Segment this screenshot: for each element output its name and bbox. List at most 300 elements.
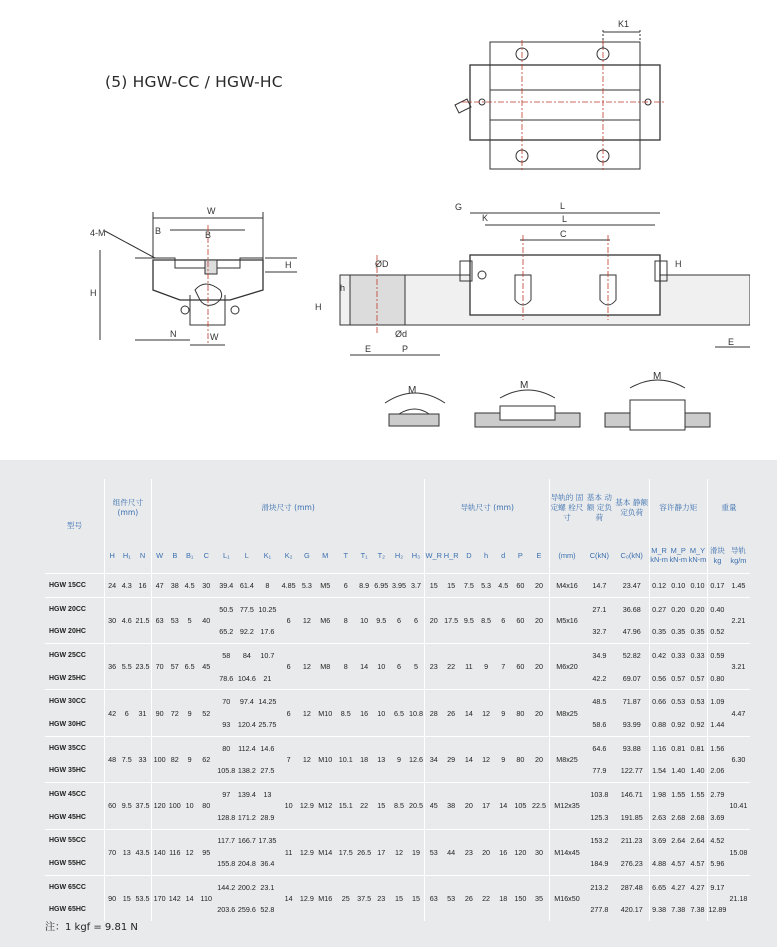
cell-H: 48 bbox=[104, 736, 119, 782]
subhead-cell: H_R bbox=[443, 550, 459, 560]
cell-E: 20 bbox=[529, 690, 550, 736]
subhead-cell: T bbox=[343, 550, 349, 560]
cell-B1: 5 bbox=[182, 597, 197, 643]
cell-D: 20 bbox=[460, 783, 477, 829]
cell-T: 10.1 bbox=[336, 736, 357, 782]
cell-C0: 146.71 bbox=[615, 783, 649, 806]
cell-MP: 0.53 bbox=[669, 690, 688, 713]
cell-K1: 17.6 bbox=[260, 627, 275, 637]
cell-C0: 287.48 bbox=[615, 875, 649, 898]
cell-kg: 0.40 bbox=[707, 597, 726, 620]
cell-C0: 420.17 bbox=[620, 905, 643, 915]
model-name: HGW 65CC bbox=[45, 875, 104, 898]
cell-h: 12 bbox=[477, 690, 494, 736]
cell-L: 166.7 bbox=[237, 829, 256, 852]
cell-MY: 0.20 bbox=[688, 597, 707, 620]
subhead-cell: L₁ bbox=[222, 550, 230, 560]
subhead-cell: T₁ bbox=[360, 550, 368, 560]
cell-T1: 26.5 bbox=[356, 829, 372, 875]
phid-label: Ød bbox=[395, 329, 408, 339]
cell-H: 36 bbox=[104, 644, 119, 690]
cell-MP: 2.64 bbox=[669, 829, 688, 852]
cell-T: 8 bbox=[336, 644, 357, 690]
cell-MY: 0.10 bbox=[688, 574, 707, 598]
col-bolt: 导轨的 固定螺 栓尺寸 bbox=[550, 479, 584, 537]
cell-T: 6 bbox=[336, 574, 357, 598]
table-row bbox=[45, 597, 750, 620]
cell-C: 34.9 bbox=[584, 644, 615, 667]
cell-MY: 1.40 bbox=[690, 766, 705, 776]
cell-T: 8.5 bbox=[336, 690, 357, 736]
cell-H1: 5.5 bbox=[119, 644, 134, 690]
model-name: HGW 35CC bbox=[45, 736, 104, 759]
cell-MR: 0.66 bbox=[649, 690, 668, 713]
cell-rail_kg: 6.30 bbox=[727, 736, 750, 782]
col-moment: 容许静力矩 bbox=[649, 479, 707, 537]
cell-L: 77.5 bbox=[237, 597, 256, 620]
cell-D: 7.5 bbox=[460, 574, 477, 598]
cell-C0: 23.47 bbox=[615, 574, 649, 598]
cell-H: 24 bbox=[104, 574, 119, 598]
cell-MY: 0.33 bbox=[688, 644, 707, 667]
k2-label: K bbox=[482, 213, 489, 223]
table-row bbox=[45, 644, 750, 667]
cell-H1: 9.5 bbox=[119, 783, 134, 829]
cell-L1: 97 bbox=[215, 783, 237, 806]
cell-WR: 45 bbox=[425, 783, 442, 829]
cell-rail_kg: 2.21 bbox=[727, 597, 750, 643]
cell-K2: 14 bbox=[278, 875, 299, 921]
cell-T2: 15 bbox=[372, 783, 390, 829]
cell-B: 72 bbox=[167, 690, 182, 736]
cell-N: 16 bbox=[134, 574, 151, 598]
cell-H3: 10.8 bbox=[408, 690, 425, 736]
cell-C: 32.7 bbox=[592, 627, 607, 637]
cell-MP: 4.27 bbox=[669, 875, 688, 898]
cell-WR: 34 bbox=[425, 736, 442, 782]
cell-MR: 2.63 bbox=[649, 806, 668, 829]
cell-MP: 0.92 bbox=[671, 719, 686, 729]
cell-H: 70 bbox=[104, 829, 119, 875]
cell-MR: 6.65 bbox=[649, 875, 668, 898]
cell-kg: 9.17 bbox=[707, 875, 726, 898]
cell-N: 31 bbox=[134, 690, 151, 736]
cell-T1: 10 bbox=[356, 597, 372, 643]
cell-H3: 12.6 bbox=[408, 736, 425, 782]
cell-d: 18 bbox=[495, 875, 512, 921]
cell-L1: 39.4 bbox=[215, 574, 237, 598]
cell-C0: 211.23 bbox=[615, 829, 649, 852]
cell-bolt: M8x25 bbox=[550, 690, 584, 736]
cell-bolt: M16x50 bbox=[550, 875, 584, 921]
cell-H1: 15 bbox=[119, 875, 134, 921]
cell-HR: 22 bbox=[442, 644, 460, 690]
cell-L: 112.4 bbox=[237, 736, 256, 759]
subhead-cell bbox=[707, 537, 726, 574]
cell-HR: 17.5 bbox=[442, 597, 460, 643]
l-label: L bbox=[560, 201, 566, 211]
cell-E: 20 bbox=[529, 736, 550, 782]
w-label: W bbox=[207, 206, 216, 216]
cell-MR: 3.69 bbox=[649, 829, 668, 852]
subhead-cell: K₁ bbox=[263, 550, 272, 560]
moment-symbol: M_P bbox=[670, 546, 686, 555]
cell-C: 80 bbox=[197, 783, 215, 829]
front-view-drawing bbox=[85, 200, 310, 350]
cell-MP: 1.40 bbox=[671, 766, 686, 776]
cell-C: 95 bbox=[197, 829, 215, 875]
cell-kg: 2.79 bbox=[707, 783, 726, 806]
cell-h: 20 bbox=[477, 829, 494, 875]
cell-MY: 2.64 bbox=[688, 829, 707, 852]
table-row bbox=[45, 690, 750, 713]
subhead-cell: K₂ bbox=[284, 550, 293, 560]
cell-D: 9.5 bbox=[460, 597, 477, 643]
top-view-drawing bbox=[440, 10, 670, 180]
moment-unit: kN-m bbox=[650, 555, 668, 564]
cell-H1: 6 bbox=[119, 690, 134, 736]
col-model: 型号 bbox=[66, 521, 83, 530]
cell-MR: 1.54 bbox=[649, 760, 668, 783]
cell-d: 6 bbox=[495, 597, 512, 643]
subhead-cell bbox=[727, 537, 750, 574]
cell-K1: 52.8 bbox=[260, 905, 275, 915]
cell-C: 52 bbox=[197, 690, 215, 736]
cell-L1: 93 bbox=[222, 719, 231, 729]
cell-C0: 93.99 bbox=[622, 719, 641, 729]
cell-L: 204.8 bbox=[237, 859, 256, 869]
cell-W: 70 bbox=[151, 644, 167, 690]
cell-K2: 11 bbox=[278, 829, 299, 875]
cell-N: 53.5 bbox=[134, 875, 151, 921]
model-name: HGW 30CC bbox=[45, 690, 104, 713]
cell-L1: 50.5 bbox=[215, 597, 237, 620]
cell-N: 21.5 bbox=[134, 597, 151, 643]
cell-G: 12 bbox=[299, 597, 315, 643]
h-label: H bbox=[90, 288, 97, 298]
cell-H2: 8.5 bbox=[390, 783, 407, 829]
weight-part: 滑块 bbox=[710, 546, 725, 555]
subhead-cell: E bbox=[536, 550, 542, 560]
cell-C0: 191.85 bbox=[620, 812, 643, 822]
cell-H2: 3.95 bbox=[390, 574, 407, 598]
cell-MP: 2.68 bbox=[671, 812, 686, 822]
m-label: 4-M bbox=[90, 228, 106, 238]
cell-rail_kg: 1.45 bbox=[727, 574, 750, 598]
cell-rail_kg: 3.21 bbox=[727, 644, 750, 690]
mr-label: M bbox=[408, 385, 417, 396]
cell-N: 43.5 bbox=[134, 829, 151, 875]
cell-d: 7 bbox=[495, 644, 512, 690]
table-row bbox=[45, 783, 750, 806]
cell-L1: 58 bbox=[215, 644, 237, 667]
e1-label: E bbox=[365, 344, 372, 354]
cell-MY: 0.35 bbox=[690, 627, 705, 637]
cell-C0: 69.07 bbox=[622, 673, 641, 683]
cell-MY: 4.57 bbox=[690, 859, 705, 869]
cell-P: 150 bbox=[512, 875, 529, 921]
cell-T1: 22 bbox=[356, 783, 372, 829]
cell-G: 12.9 bbox=[299, 783, 315, 829]
cell-kg: 12.89 bbox=[707, 899, 726, 922]
col-weight: 重量 bbox=[707, 479, 750, 537]
cell-D: 26 bbox=[460, 875, 477, 921]
cell-T1: 16 bbox=[356, 690, 372, 736]
subhead-cell: L bbox=[244, 550, 249, 560]
cell-T: 8 bbox=[336, 597, 357, 643]
cell-MY: 4.27 bbox=[688, 875, 707, 898]
cell-MP: 1.55 bbox=[669, 783, 688, 806]
l1-label: L bbox=[562, 214, 568, 224]
cell-WR: 23 bbox=[425, 644, 442, 690]
cell-W: 170 bbox=[151, 875, 167, 921]
col-block: 滑块尺寸 (mm) bbox=[151, 479, 425, 537]
cell-rail_kg: 15.08 bbox=[727, 829, 750, 875]
cell-MR: 9.38 bbox=[649, 899, 668, 922]
cell-T1: 14 bbox=[356, 644, 372, 690]
cell-H: 42 bbox=[104, 690, 119, 736]
cell-N: 33 bbox=[134, 736, 151, 782]
cell-kg: 4.52 bbox=[707, 829, 726, 852]
model-name: HGW 30HC bbox=[49, 720, 86, 728]
cell-T2: 13 bbox=[372, 736, 390, 782]
cell-M: M16 bbox=[315, 875, 336, 921]
cell-HR: 38 bbox=[442, 783, 460, 829]
col-dyn: 基本 动额 定负荷 bbox=[586, 493, 612, 522]
cell-C0: 52.82 bbox=[615, 644, 649, 667]
cell-K1: 25.75 bbox=[258, 719, 277, 729]
cell-rail_kg: 10.41 bbox=[727, 783, 750, 829]
model-name: HGW 55HC bbox=[49, 860, 86, 868]
model-name: HGW 45HC bbox=[49, 813, 86, 821]
cell-rail_kg: 21.18 bbox=[727, 875, 750, 921]
cell-G: 12 bbox=[299, 644, 315, 690]
cell-D: 11 bbox=[460, 644, 477, 690]
cell-L1: 80 bbox=[215, 736, 237, 759]
cell-K2: 10 bbox=[278, 783, 299, 829]
subhead-cell: h bbox=[484, 550, 489, 560]
cell-K2: 6 bbox=[278, 690, 299, 736]
weight-unit: kg/m bbox=[730, 556, 747, 565]
cell-d: 4.5 bbox=[495, 574, 512, 598]
model-name: HGW 45CC bbox=[45, 783, 104, 806]
cell-P: 60 bbox=[512, 597, 529, 643]
cell-H2: 6.5 bbox=[390, 690, 407, 736]
cell-MY: 0.57 bbox=[690, 673, 705, 683]
cell-C0: 122.77 bbox=[620, 766, 643, 776]
cell-W: 120 bbox=[151, 783, 167, 829]
cell-d: 16 bbox=[495, 829, 512, 875]
cell-L1: 78.6 bbox=[219, 673, 234, 683]
subhead-cell: T₂ bbox=[377, 550, 385, 560]
cell-C: 48.5 bbox=[584, 690, 615, 713]
cell-bolt: M4x16 bbox=[550, 574, 584, 598]
mp-label: M bbox=[520, 380, 529, 391]
cell-L: 104.6 bbox=[237, 673, 256, 683]
cell-B: 53 bbox=[167, 597, 182, 643]
cell-HR: 15 bbox=[442, 574, 460, 598]
p-label: P bbox=[402, 344, 409, 354]
cell-kg: 3.69 bbox=[707, 806, 726, 829]
cell-B1: 12 bbox=[182, 829, 197, 875]
cell-K1: 36.4 bbox=[260, 859, 275, 869]
cell-K1: 14.6 bbox=[257, 736, 279, 759]
cell-W: 63 bbox=[151, 597, 167, 643]
cell-WR: 28 bbox=[425, 690, 442, 736]
subhead-cell: B bbox=[172, 550, 178, 560]
subhead-cell bbox=[688, 537, 707, 574]
cell-M: M5 bbox=[315, 574, 336, 598]
subhead-cell: C₀(kN) bbox=[620, 550, 643, 560]
col-rail: 导轨尺寸 (mm) bbox=[425, 479, 550, 537]
model-name: HGW 20CC bbox=[45, 597, 104, 620]
cell-W: 90 bbox=[151, 690, 167, 736]
cell-N: 23.5 bbox=[134, 644, 151, 690]
cell-d: 9 bbox=[495, 736, 512, 782]
cell-kg: 2.06 bbox=[707, 760, 726, 783]
cell-MP: 0.33 bbox=[669, 644, 688, 667]
cell-WR: 63 bbox=[425, 875, 442, 921]
cell-H: 60 bbox=[104, 783, 119, 829]
cell-C0: 93.88 bbox=[615, 736, 649, 759]
cell-HR: 53 bbox=[442, 875, 460, 921]
cell-kg: 0.52 bbox=[707, 620, 726, 643]
table-row bbox=[45, 574, 750, 598]
cell-T: 15.1 bbox=[336, 783, 357, 829]
cell-h: 12 bbox=[477, 736, 494, 782]
subhead-cell: (mm) bbox=[550, 537, 584, 574]
model-name: HGW 20HC bbox=[49, 628, 86, 636]
cell-H1: 4.6 bbox=[119, 597, 134, 643]
subhead-cell: D bbox=[466, 550, 472, 560]
cell-W: 47 bbox=[151, 574, 167, 598]
cell-P: 60 bbox=[512, 574, 529, 598]
cell-H3: 6 bbox=[408, 597, 425, 643]
spec-body bbox=[45, 574, 750, 922]
b1-label: B bbox=[155, 226, 162, 236]
cell-d: 14 bbox=[495, 783, 512, 829]
side-view-drawing bbox=[310, 195, 750, 360]
cell-M: M6 bbox=[315, 597, 336, 643]
cell-G: 5.3 bbox=[299, 574, 315, 598]
cell-K1: 28.9 bbox=[260, 812, 275, 822]
cell-L: 138.2 bbox=[237, 766, 256, 776]
cell-L: 171.2 bbox=[237, 812, 256, 822]
subhead-cell: H bbox=[104, 537, 119, 574]
weight-part: 导轨 bbox=[731, 546, 746, 555]
cell-MR: 0.27 bbox=[649, 597, 668, 620]
cell-L1: 128.8 bbox=[217, 812, 236, 822]
cell-H1: 13 bbox=[119, 829, 134, 875]
cell-E: 20 bbox=[529, 644, 550, 690]
cell-K2: 7 bbox=[278, 736, 299, 782]
cell-MY: 7.38 bbox=[690, 905, 705, 915]
cell-MR: 0.42 bbox=[649, 644, 668, 667]
cell-B: 116 bbox=[167, 829, 182, 875]
cell-L: 97.4 bbox=[237, 690, 256, 713]
spec-table bbox=[45, 479, 750, 921]
cell-K2: 4.85 bbox=[278, 574, 299, 598]
cell-G: 12.9 bbox=[299, 829, 315, 875]
cell-C: 110 bbox=[197, 875, 215, 921]
subhead-cell: M bbox=[322, 550, 329, 560]
cell-C: 125.3 bbox=[590, 812, 609, 822]
cell-H2: 15 bbox=[390, 875, 407, 921]
cell-h: 22 bbox=[477, 875, 494, 921]
cell-K1: 17.35 bbox=[257, 829, 279, 852]
cell-MR: 4.88 bbox=[649, 852, 668, 875]
cell-T2: 10 bbox=[372, 690, 390, 736]
cell-C: 153.2 bbox=[584, 829, 615, 852]
cell-C: 64.6 bbox=[584, 736, 615, 759]
h3-label: H bbox=[675, 259, 682, 269]
cell-C0: 47.96 bbox=[622, 627, 641, 637]
cell-L1: 203.6 bbox=[217, 905, 236, 915]
cell-MP: 0.57 bbox=[671, 673, 686, 683]
b-label: B bbox=[205, 230, 212, 240]
cell-M: M10 bbox=[315, 736, 336, 782]
cell-C: 77.9 bbox=[592, 766, 607, 776]
cell-C0: 71.87 bbox=[615, 690, 649, 713]
h2-label: H bbox=[285, 260, 292, 270]
cell-B1: 9 bbox=[182, 690, 197, 736]
cell-WR: 15 bbox=[425, 574, 442, 598]
cell-MY: 0.81 bbox=[688, 736, 707, 759]
subhead-cell: H₁ bbox=[122, 550, 131, 560]
cell-P: 80 bbox=[512, 736, 529, 782]
moment-symbol: M_R bbox=[651, 546, 667, 555]
cell-T1: 8.9 bbox=[356, 574, 372, 598]
model-name: HGW 35HC bbox=[49, 767, 86, 775]
cell-C: 277.8 bbox=[590, 905, 609, 915]
cell-H: 30 bbox=[104, 597, 119, 643]
cell-G: 12 bbox=[299, 690, 315, 736]
cell-H: 90 bbox=[104, 875, 119, 921]
cell-bolt: M6x20 bbox=[550, 644, 584, 690]
cell-C: 45 bbox=[197, 644, 215, 690]
footnote: 注：1 kgf = 9.81 N bbox=[45, 922, 138, 933]
my-label: M bbox=[653, 371, 662, 382]
cell-E: 35 bbox=[529, 875, 550, 921]
cell-WR: 20 bbox=[425, 597, 442, 643]
moment-unit: kN-m bbox=[688, 555, 707, 564]
cell-H3: 20.5 bbox=[408, 783, 425, 829]
cell-bolt: M8x25 bbox=[550, 736, 584, 782]
cell-MP: 0.20 bbox=[669, 597, 688, 620]
cell-MR: 0.12 bbox=[649, 574, 668, 598]
cell-kg: 0.17 bbox=[707, 574, 726, 598]
cell-MR: 1.16 bbox=[649, 736, 668, 759]
cell-P: 120 bbox=[512, 829, 529, 875]
cell-MP: 0.10 bbox=[669, 574, 688, 598]
col-sta: 基本 静额 定负荷 bbox=[615, 498, 649, 517]
cell-B: 38 bbox=[167, 574, 182, 598]
cell-WR: 53 bbox=[425, 829, 442, 875]
cell-C: 62 bbox=[197, 736, 215, 782]
cell-P: 60 bbox=[512, 644, 529, 690]
cell-bolt: M14x45 bbox=[550, 829, 584, 875]
cell-M: M10 bbox=[315, 690, 336, 736]
cell-D: 14 bbox=[460, 690, 477, 736]
cell-T: 17.5 bbox=[336, 829, 357, 875]
model-name: HGW 55CC bbox=[45, 829, 104, 852]
subhead-cell: B₁ bbox=[185, 550, 194, 560]
cell-C: 14.7 bbox=[584, 574, 615, 598]
cell-MP: 0.81 bbox=[669, 736, 688, 759]
moment-symbol: M_Y bbox=[689, 546, 706, 555]
cell-H2: 6 bbox=[390, 597, 407, 643]
cell-kg: 5.96 bbox=[707, 852, 726, 875]
